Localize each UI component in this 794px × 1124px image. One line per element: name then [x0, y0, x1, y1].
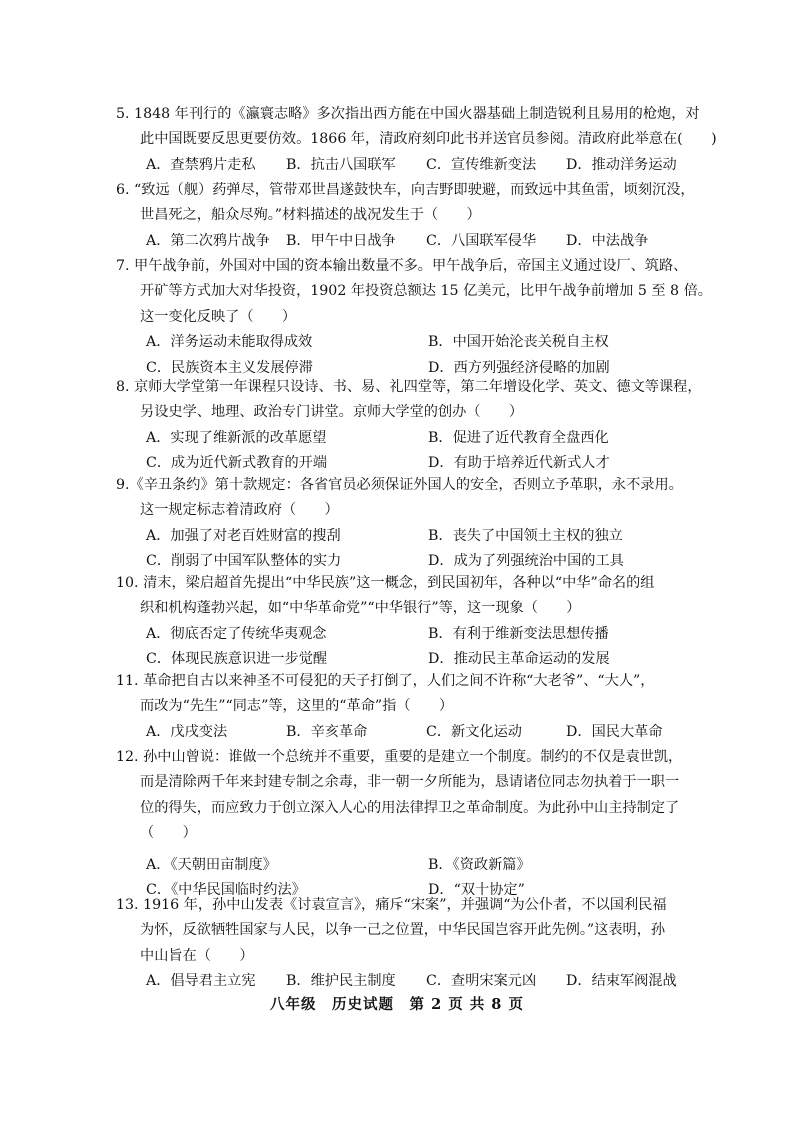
question-12 [116, 745, 686, 903]
question-stem-line: 11. 革命把自古以来神圣不可侵犯的天子打倒了，人们之间不许称“大老爷”、“大人”， [116, 673, 655, 689]
question-9 [116, 473, 686, 575]
answer-options [116, 853, 686, 878]
question-6 [116, 178, 695, 254]
option-d: D．“双十协定” [428, 881, 525, 898]
question-13 [116, 893, 686, 995]
question-stem-line: 而是清除两千年来封建专制之余毒，非一朝一夕所能为，恳请诸位同志勿执着于一职一 [140, 774, 680, 791]
answer-options [116, 153, 686, 178]
option-a: A．彻底否定了传统华夷观念 [146, 625, 327, 642]
question-stem-line: 5. 1848 年刊行的《瀛寰志略》多次指出西方能在中国火器基础上制造锐利且易用的枪炮，对 [116, 106, 700, 122]
option-b: B．维护民主制度 [286, 973, 396, 990]
option-c: C．八国联军侵华 [426, 232, 537, 249]
option-a: A．《天朝田亩制度》 [146, 856, 277, 873]
option-c: C．查明宋案元凶 [426, 973, 537, 990]
question-10 [116, 571, 686, 673]
question-stem-line: 开矿等方式加大对华投资，1902 年投资总额达 15 亿美元，比甲午战争前增加 5 至 8 倍。 [140, 283, 712, 300]
question-5 [116, 102, 717, 178]
option-d: D．结束军阀混战 [566, 973, 677, 990]
question-stem-line: 7. 甲午战争前，外国对中国的资本输出数量不多。甲午战争后，帝国主义通过设厂、筑路、 [116, 258, 688, 274]
question-stem-line: 10. 清末，梁启超首先提出“中华民族”这一概念，到民国初年，各种以“中华”命名的组 [116, 575, 655, 591]
question-stem-line: 而改为“先生”“同志”等，这里的“革命”指（ ） [140, 698, 454, 715]
option-d: D．成为了列强统治中国的工具 [428, 553, 624, 570]
question-stem-line: 另设史学、地理、政治专门讲堂。京师大学堂的创办（ ） [140, 404, 524, 421]
option-a: A．第二次鸦片战争 [146, 232, 270, 249]
option-d: D．有助于培养近代新式人才 [428, 455, 610, 472]
question-stem-line: 位的得失，而应致力于创立深入人心的用法律捍卫之革命制度。为此孙中山主持制定了 [140, 799, 680, 816]
option-a: A．查禁鸦片走私 [146, 156, 256, 173]
option-b: B．甲午中日战争 [286, 232, 396, 249]
option-c: C．削弱了中国军队整体的实力 [146, 553, 342, 570]
question-stem-line: 为怀，反欲牺牲国家与人民，以争一己之位置，中华民国岂容开此先例。”这表明，孙 [140, 922, 666, 939]
question-stem-line: 9.《辛丑条约》第十款规定：各省官员必须保证外国人的安全，否则立予革职，永不录用。 [116, 477, 683, 493]
answer-options [116, 622, 686, 647]
option-b: B．《资政新篇》 [428, 856, 531, 873]
question-stem-line: 6. “致远（舰）药弹尽，管带邓世昌遂鼓快车，向吉野即驶避，而致远中其鱼雷，顷刻沉没， [116, 182, 695, 198]
option-d: D．推动民主革命运动的发展 [428, 651, 610, 668]
option-c: C．体现民族意识进一步觉醒 [146, 651, 328, 668]
question-11 [116, 669, 686, 745]
option-a: A．倡导君主立宪 [146, 973, 256, 990]
answer-options [116, 426, 686, 451]
answer-options [116, 720, 686, 745]
question-stem-line: 8. 京师大学堂第一年课程只设诗、书、易、礼四堂等，第二年增设化学、英文、德文等课程， [116, 379, 702, 395]
option-c: C．宣传维新变法 [426, 156, 537, 173]
question-8 [116, 375, 702, 477]
question-7 [116, 254, 712, 381]
question-stem-line: 世昌死之，船众尽殉。”材料描述的战况发生于（ ） [140, 207, 481, 224]
question-stem-line: 12. 孙中山曾说：谁做一个总统并不重要，重要的是建立一个制度。制约的不仅是袁世凯， [116, 749, 683, 765]
option-d: D．中法战争 [566, 232, 649, 249]
option-a: A．加强了对老百姓财富的搜刮 [146, 527, 341, 544]
question-stem-line: 这一规定标志着清政府（ ） [140, 502, 339, 519]
option-c: C．成为近代新式教育的开端 [146, 455, 328, 472]
answer-options [116, 524, 686, 549]
question-stem-line: 中山旨在（ ） [140, 947, 254, 964]
option-b: B．抗击八国联军 [286, 156, 396, 173]
question-stem-line: 织和机构蓬勃兴起，如“中华革命党”“中华银行”等，这一现象（ ） [140, 600, 581, 617]
option-b: B．丧失了中国领土主权的独立 [428, 527, 623, 544]
option-d: D．国民大革命 [566, 723, 663, 740]
answer-options [116, 330, 686, 355]
option-b: B．中国开始沦丧关税自主权 [428, 334, 609, 351]
option-c: C．新文化运动 [426, 723, 522, 740]
option-a: A．实现了维新派的改革愿望 [146, 429, 327, 446]
option-b: B．辛亥革命 [286, 723, 368, 740]
option-d: D．推动洋务运动 [566, 156, 677, 173]
option-c: C．《中华民国临时约法》 [146, 881, 306, 898]
option-a: A．洋务运动未能取得成效 [146, 334, 313, 351]
option-c: C．民族资本主义发展停滞 [146, 359, 313, 376]
answer-options [116, 969, 686, 994]
question-stem-line: （ ） [140, 825, 197, 842]
option-a: A．戊戌变法 [146, 723, 228, 740]
question-stem-line: 这一变化反映了（ ） [140, 308, 297, 325]
question-stem-line: 此中国既要反思更要仿效。1866 年，清政府刻印此书并送官员参阅。清政府此举意在( ) [140, 131, 717, 148]
option-b: B．有利于维新变法思想传播 [428, 625, 609, 642]
page-footer: 八年级 历史试题 第 2 页 共 8 页 [270, 996, 524, 1013]
answer-options [116, 229, 686, 254]
option-b: B．促进了近代教育全盘西化 [428, 429, 609, 446]
question-stem-line: 13. 1916 年，孙中山发表《讨袁宣言》，痛斥“宋案”，并强调“为公仆者，不以国利民福 [116, 897, 667, 913]
option-d: D．西方列强经济侵略的加剧 [428, 359, 610, 376]
